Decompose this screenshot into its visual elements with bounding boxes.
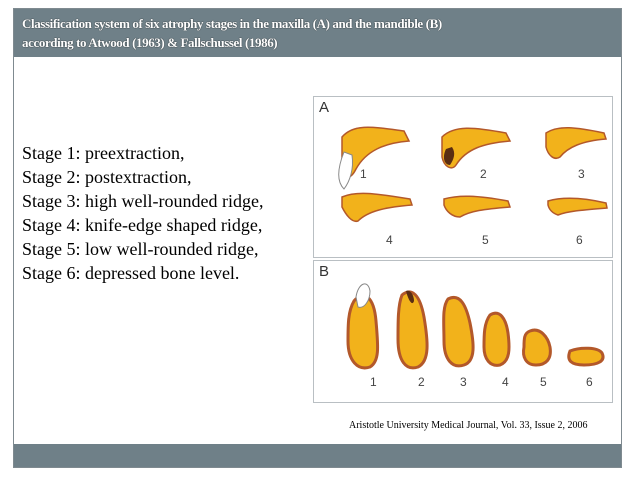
maxilla-number-3: 3 — [578, 167, 585, 181]
mandible-number-3: 3 — [460, 375, 467, 389]
maxilla-number-4: 4 — [386, 233, 393, 247]
title-bar — [14, 9, 621, 57]
slide-title — [22, 14, 612, 52]
maxilla-stage-1 — [339, 127, 409, 189]
stage-5-text: Stage 5: low well-rounded ridge, — [22, 239, 259, 259]
panel-b-mandible — [313, 260, 613, 403]
mandible-number-1: 1 — [370, 375, 377, 389]
stage-3-text: Stage 3: high well-rounded ridge, — [22, 191, 264, 211]
maxilla-number-5: 5 — [482, 233, 489, 247]
source-citation: Aristotle University Medical Journal, Vol. 33, Issue 2, 2006 — [349, 420, 588, 431]
title-line-2: according to Atwood (1963) & Fallschussel (1986) — [22, 35, 278, 50]
bottom-bar — [14, 444, 621, 467]
title-line-1: Classification system of six atrophy stages in the maxilla (A) and the mandible (B) — [22, 16, 442, 31]
atrophy-figure — [313, 96, 613, 404]
stage-list — [22, 141, 263, 285]
mandible-stage-6 — [569, 348, 603, 365]
maxilla-stage-5 — [444, 196, 510, 217]
maxilla-stage-4 — [342, 193, 412, 221]
panel-b-label: B — [319, 263, 330, 280]
maxilla-stage-2 — [442, 128, 510, 168]
maxilla-stage-6 — [548, 198, 607, 215]
mandible-number-6: 6 — [586, 375, 593, 389]
mandible-stage-3 — [444, 297, 473, 365]
mandible-stage-2 — [398, 291, 427, 368]
stage-1-text: Stage 1: preextraction, — [22, 143, 185, 163]
mandible-stage-4 — [484, 313, 509, 365]
stage-6-text: Stage 6: depressed bone level. — [22, 263, 240, 283]
stage-4-text: Stage 4: knife-edge shaped ridge, — [22, 215, 263, 235]
mandible-number-5: 5 — [540, 375, 547, 389]
mandible-number-2: 2 — [418, 375, 425, 389]
maxilla-stages-svg — [314, 97, 612, 257]
panel-a-maxilla — [313, 96, 613, 258]
stage-2-text: Stage 2: postextraction, — [22, 167, 192, 187]
mandible-stage-5 — [524, 330, 551, 365]
mandible-number-4: 4 — [502, 375, 509, 389]
maxilla-number-1: 1 — [360, 167, 367, 181]
maxilla-number-2: 2 — [480, 167, 487, 181]
mandible-stage-1 — [348, 284, 378, 368]
panel-a-label: A — [319, 99, 330, 116]
maxilla-number-6: 6 — [576, 233, 583, 247]
maxilla-stage-3 — [546, 128, 606, 159]
